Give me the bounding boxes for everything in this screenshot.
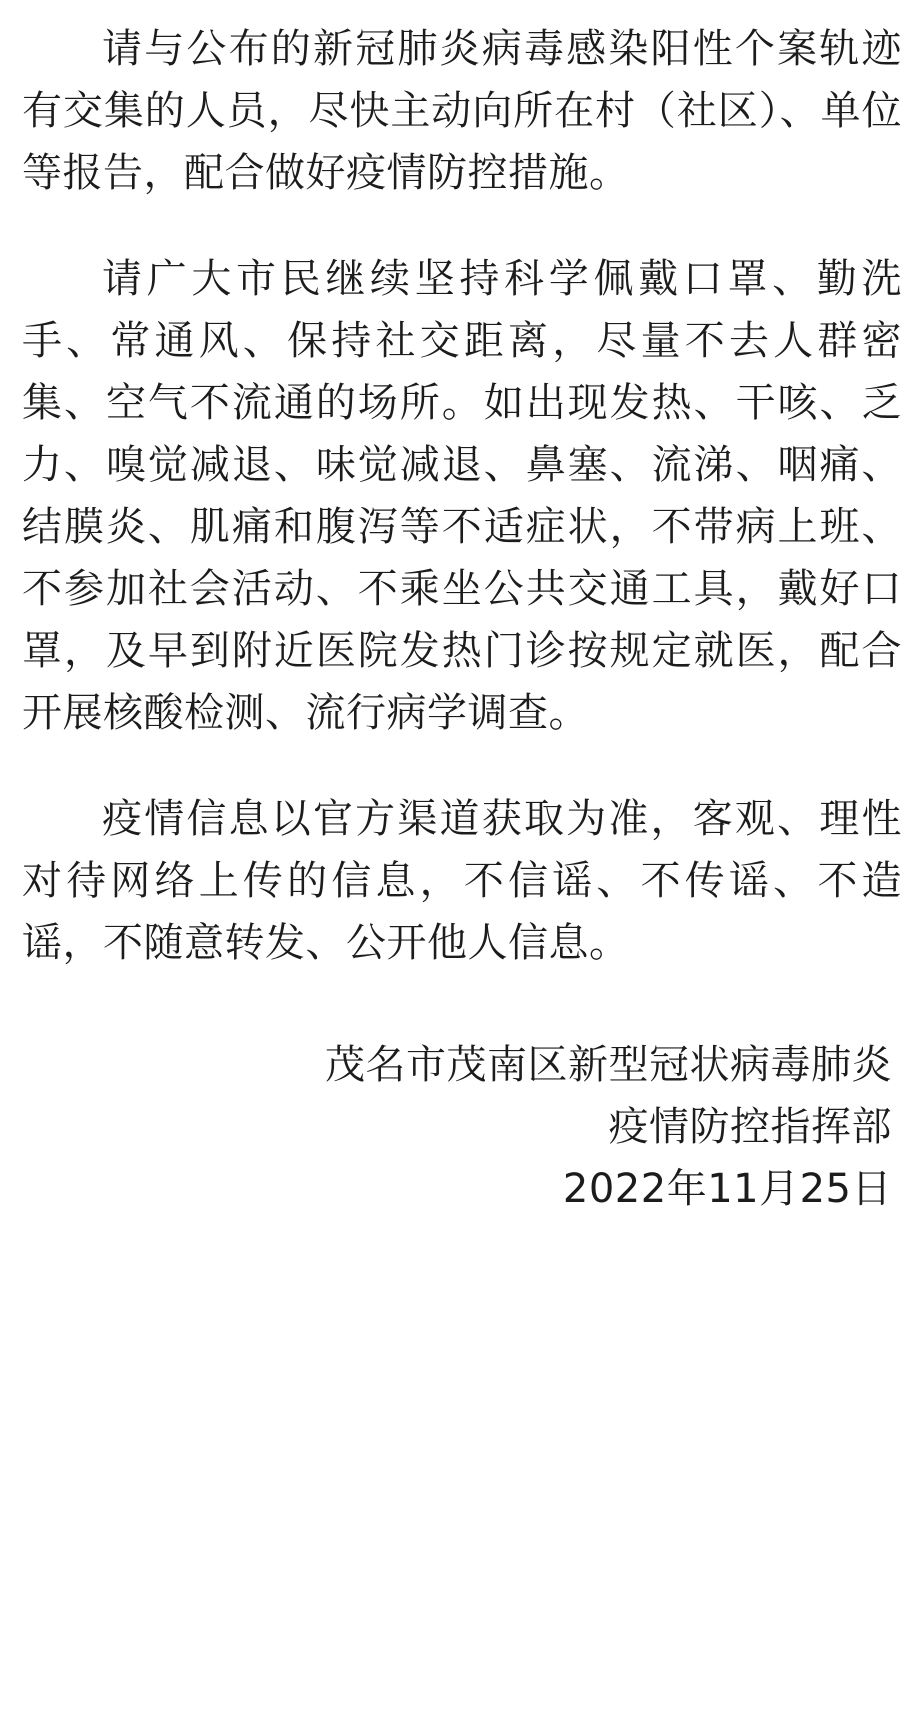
signature-organization-line-2: 疫情防控指挥部: [608, 1104, 892, 1150]
paragraph-3: 疫情信息以官方渠道获取为准，客观、理性对待网络上传的信息，不信谣、不传谣、不造谣，不随意转发、公开他人信息。: [22, 796, 902, 966]
signature-organization-line-1: 茂名市茂南区新型冠状病毒肺炎: [325, 1042, 892, 1088]
signature-date: 2022年11月25日: [562, 1166, 892, 1212]
paragraph-1: 请与公布的新冠肺炎病毒感染阳性个案轨迹有交集的人员，尽快主动向所在村（社区）、单位等报告，配合做好疫情防控措施。: [22, 26, 902, 196]
paragraph-2: 请广大市民继续坚持科学佩戴口罩、勤洗手、常通风、保持社交距离，尽量不去人群密集、空气不流通的场所。如出现发热、干咳、乏力、嗅觉减退、味觉减退、鼻塞、流涕、咽痛、结膜炎、肌痛和腹泻等不适症状，不带病上班、不参加社会活动、不乘坐公共交通工具，戴好口罩，及早到附近医院发热门诊按规定就医，配合开展核酸检测、流行病学调查。: [22, 256, 902, 736]
signature-block: [22, 1034, 902, 1220]
